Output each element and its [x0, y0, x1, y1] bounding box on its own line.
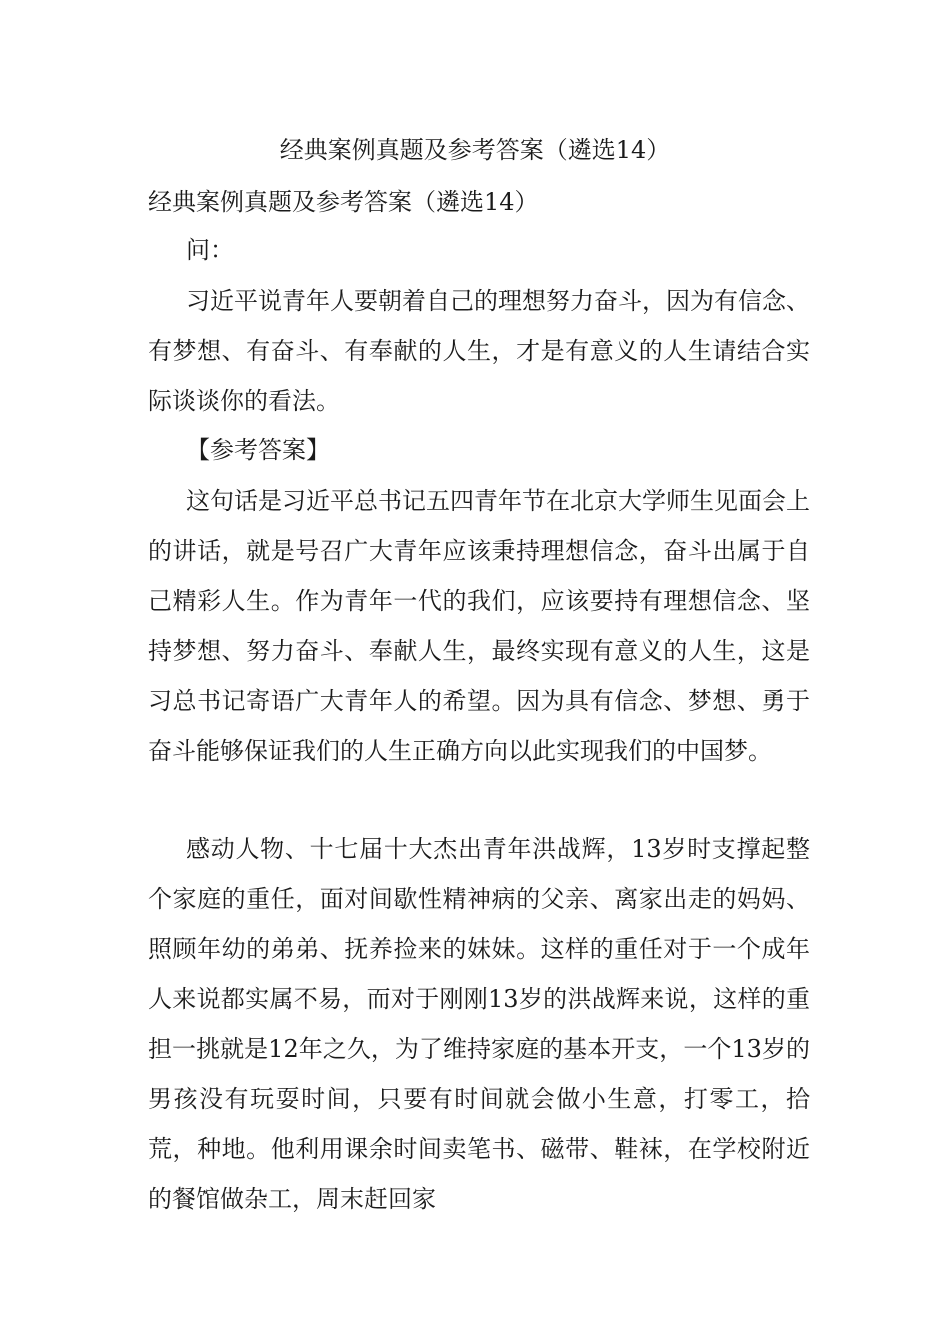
document-subtitle: 经典案例真题及参考答案（遴选14） [148, 188, 539, 216]
answer-label: 【参考答案】 [186, 436, 330, 464]
document-title: 经典案例真题及参考答案（遴选14） [279, 136, 671, 164]
question-text: 习近平说青年人要朝着自己的理想努力奋斗，因为有信念、有梦想、有奋斗、有奉献的人生，才是有意义的人生请结合实际谈谈你的看法。 [148, 287, 810, 415]
answer-paragraph: 这句话是习近平总书记五四青年节在北京大学师生见面会上的讲话，就是号召广大青年应该秉持理想信念，奋斗出属于自己精彩人生。作为青年一代的我们，应该要持有理想信念、坚持梦想、努力奋斗、奉献人生，最终实现有意义的人生，这是习总书记寄语广大青年人的希望。因为具有信念、梦想、勇于奋斗能够保证我们的人生正确方向以此实现我们的中国梦。 [148, 487, 810, 765]
question-label: 问： [186, 236, 234, 264]
answer-paragraph: 感动人物、十七届十大杰出青年洪战辉，13岁时支撑起整个家庭的重任，面对间歇性精神病的父亲、离家出走的妈妈、照顾年幼的弟弟、抚养捡来的妹妹。这样的重任对于一个成年人来说都实属不易，而对于刚刚13岁的洪战辉来说，这样的重担一挑就是12年之久，为了维持家庭的基本开支，一个13岁的男孩没有玩耍时间，只要有时间就会做小生意，打零工，拾荒，种地。他利用课余时间卖笔书、磁带、鞋袜，在学校附近的餐馆做杂工，周末赶回家 [148, 835, 810, 1213]
